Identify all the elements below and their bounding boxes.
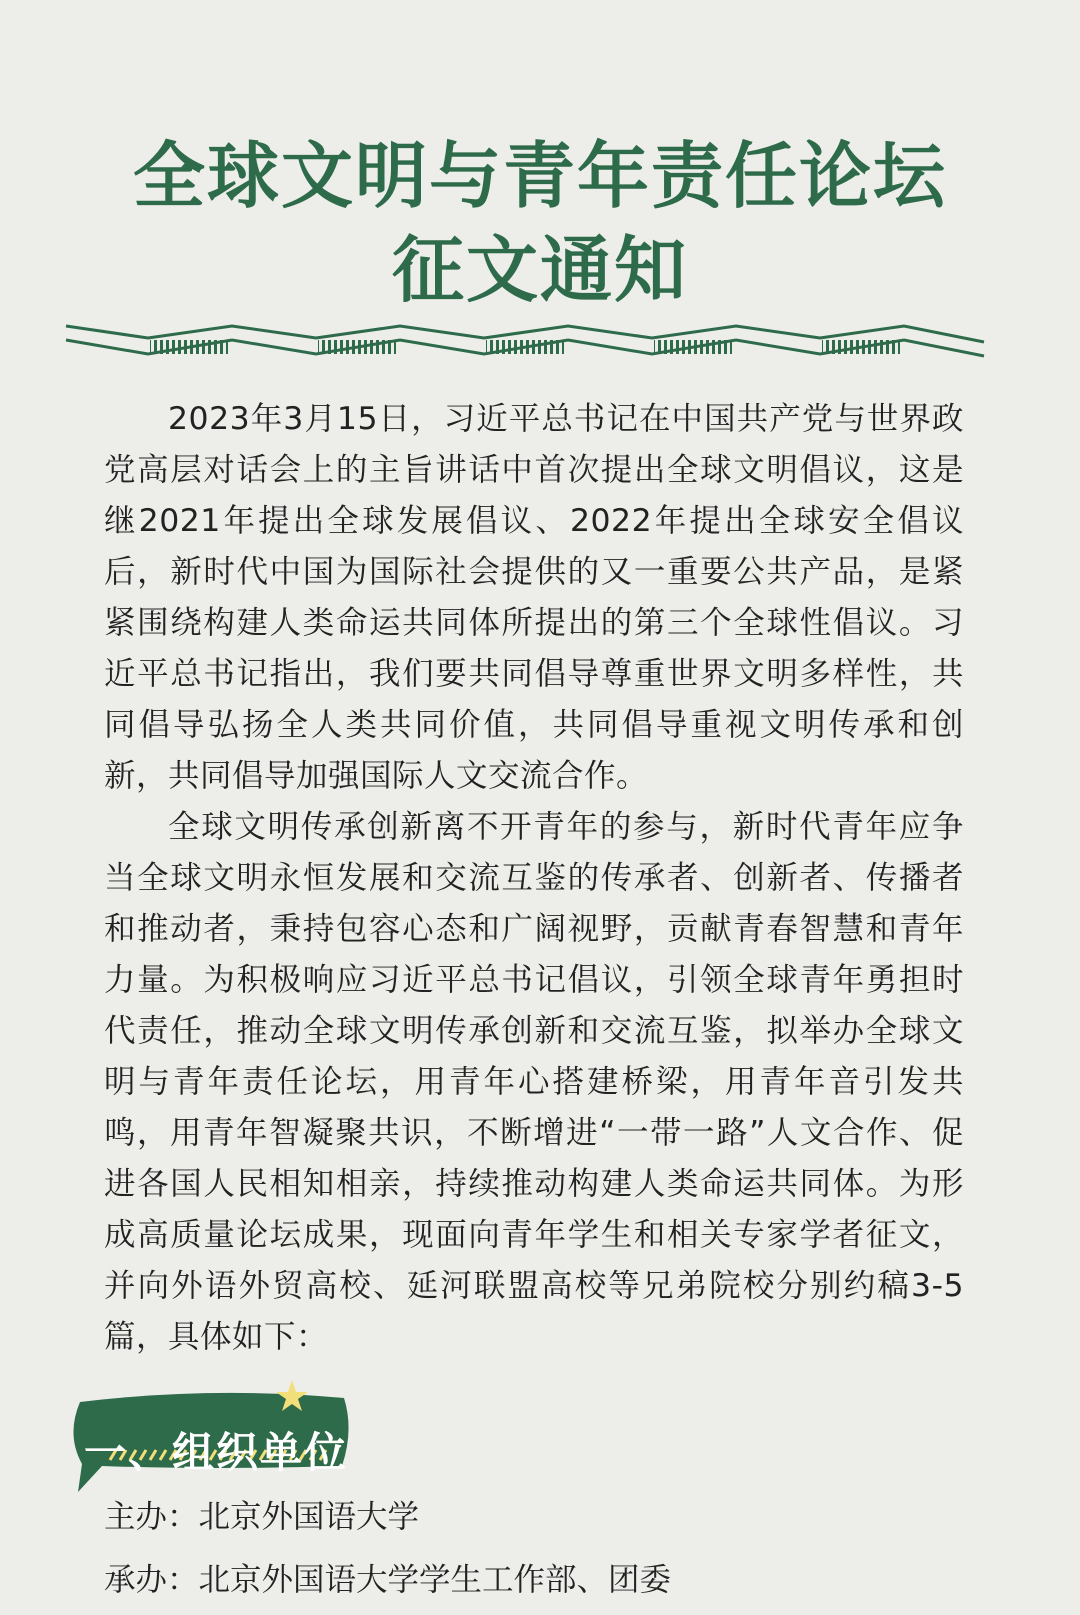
section-heading-label: 一、组织单位 xyxy=(84,1428,349,1477)
title-line-1: 全球文明与青年责任论坛 xyxy=(132,134,947,218)
intro-paragraph-1: 2023年3月15日，习近平总书记在中国共产党与世界政党高层对话会上的主旨讲话中首次提出全球文明倡议，这是继2021年提出全球发展倡议、2022年提出全球安全倡议后，新时代中国为国际社会提供的又一重要公共产品，是紧紧围绕构建人类命运共同体所提出的第三个全球性倡议。习近平总书记指出，我们要共同倡导尊重世界文明多样性，共同倡导弘扬全人类共同价值，共同倡导重视文明传承和创新，共同倡导加强国际人文交流合作。 xyxy=(104,401,964,794)
host-line: 主办：北京外国语大学 xyxy=(104,1499,420,1535)
zigzag-divider xyxy=(64,320,986,364)
intro-paragraph-2: 全球文明传承创新离不开青年的参与，新时代青年应争当全球文明永恒发展和交流互鉴的传承者、创新者、传播者和推动者，秉持包容心态和广阔视野，贡献青春智慧和青年力量。为积极响应习近平总书记倡议，引领全球青年勇担时代责任，推动全球文明传承创新和交流互鉴，拟举办全球文明与青年责任论坛，用青年心搭建桥梁，用青年音引发共鸣，用青年智凝聚共识，不断增进“一带一路”人文合作、促进各国人民相知相亲，持续推动构建人类命运共同体。为形成高质量论坛成果，现面向青年学生和相关专家学者征文，并向外语外贸高校、延河联盟高校等兄弟院校分别约稿3-5篇，具体如下： xyxy=(104,809,964,1355)
organizer-line: 承办：北京外国语大学学生工作部、团委 xyxy=(104,1562,672,1598)
title-line-2: 征文通知 xyxy=(391,228,688,312)
